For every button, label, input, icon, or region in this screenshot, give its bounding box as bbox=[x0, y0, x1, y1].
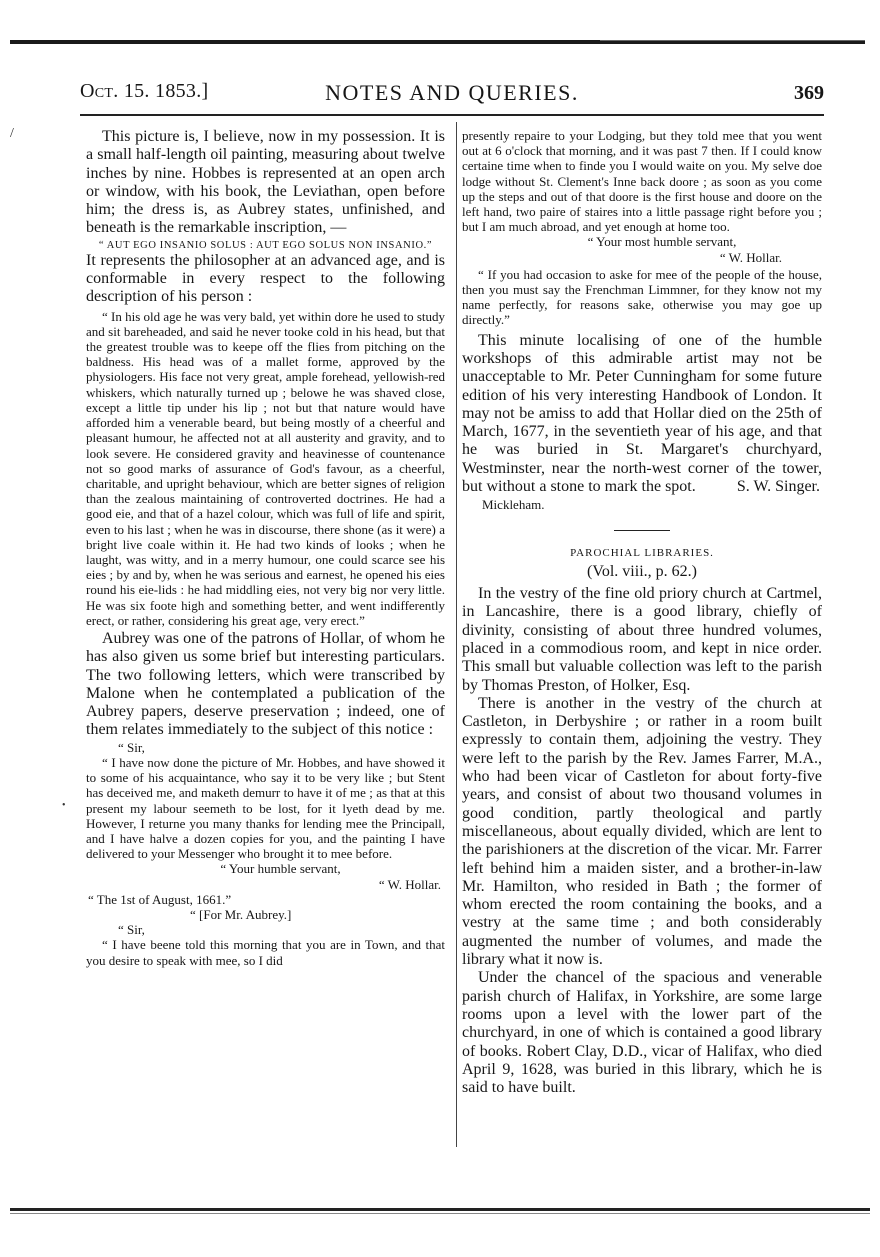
bottom-border-thin-rule bbox=[10, 1213, 870, 1214]
issue-date: Oct. 15. 1853.] bbox=[80, 80, 209, 102]
signature-singer: S. W. Singer. bbox=[736, 478, 820, 496]
paragraph-picture-description: This picture is, I believe, now in my possession. It is a small half-length oil painting, measuring about twelve inches by nine. Hobbes is represented at an open arch or window, with his book, the Leviathan, open before him; the dress is, as Aubrey states, unfinished, and beneath is the remarkable inscription, — bbox=[86, 128, 445, 237]
journal-title: NOTES AND QUERIES. bbox=[325, 80, 579, 105]
letter2-opening: “ I have beene told this morning that you are in Town, and that you desire to speak with mee, so I did bbox=[86, 937, 445, 968]
letter2-salutation: “ Sir, bbox=[118, 922, 145, 938]
letter2-signature: “ W. Hollar. bbox=[719, 249, 782, 265]
margin-tick-mark: / bbox=[10, 126, 14, 141]
page-number: 369 bbox=[794, 82, 824, 104]
letter2-closing: “ Your most humble servant, bbox=[587, 234, 737, 250]
section-reference: (Vol. viii., p. 62.) bbox=[587, 562, 697, 580]
paragraph-cartmel: In the vestry of the fine old priory church at Cartmel, in Lancashire, there is a good library, chiefly of divinity, consisting of about three hundred volumes, placed in a commodious room, and kept in nice order. This small but valuable collection was left to the parish by Thomas Preston, of Holker, Esq. bbox=[462, 585, 822, 694]
letter2-postscript: “ If you had occasion to aske for mee of the people of the house, then you must say the Frenchman Limmner, for they know not my name perfectly, for reasons sake, otherwise you may goe up directly.” bbox=[462, 266, 822, 328]
column-divider bbox=[456, 122, 457, 1147]
left-column bbox=[86, 128, 445, 968]
letter2-continuation: presently repaire to your Lodging, but they told mee that you went out at 6 o'clock that morning, and it was past 7 then. If I could know certaine time when to finde you I would waite on you. My selve doe lodge without St. Clement's Inne back doore ; as soon as you come up the steps and out of that doore is the first house and doore on the left hand, two paire of staires into a little passage right before you ; but I am much abroad, and yet enough at home too. bbox=[462, 128, 822, 235]
right-column bbox=[462, 128, 822, 1097]
paragraph-aubrey-hollar: Aubrey was one of the patrons of Hollar, of whom he has also given us some brief but interesting particulars. The two following letters, which were transcribed by Malone when he contemplated a publication of the Aubrey papers, deserve preservation ; indeed, one of them relates immediately to the subject of this notice : bbox=[86, 629, 445, 739]
letter1-date: “ The 1st of August, 1661.” bbox=[88, 891, 232, 907]
place-mickleham: Mickleham. bbox=[482, 496, 545, 512]
aubrey-description-quote: “ In his old age he was very bald, yet within dore he used to study and sit bareheaded, and said he never tooke cold in his head, but that the greatest trouble was to keepe off the flies from pitching on the baldness. His head was of a mallet forme, approved by the physiologers. His face not very great, ample forehead, yellowish-red whiskers, which naturally turned up ; belowe he was shaved close, except a little tip under his lip ; not but that nature would have afforded him a venerable beard, but being mostly of a cheerful and pleasant humour, he affected not at all austerity and gravity, and to look severe. He considered gravity and heavinesse of countenance not so good marks of assurance of God's favour, as a cheerful, charitable, and upright behaviour, which are better signes of religion than the zealous maintaining of controverted doctrines. He had a good eie, and that of a hazel colour, which was full of life and spirit, even to his last ; when he was in discourse, there shone (as it were) a bright live coale within it. He had two kinds of looks ; when he laught, was witty, and in a merry humour, one could scarce see his eies ; by and by, when he was serious and earnest, he opened his eies round his eie-lids : he had middling eies, not very big nor very little. He was six foote high and something better, and went indifferently erect, or rather, considering his great age, very erect.” bbox=[86, 308, 445, 628]
margin-bullet-mark: • bbox=[62, 800, 66, 811]
paragraph-halifax: Under the chancel of the spacious and venerable parish church of Halifax, in Yorkshire, are some large rooms upon a level with the lower part of the churchyard, in one of which is contained a good library of books. Robert Clay, D.D., vicar of Halifax, who died April 9, 1628, was buried in this library, which he is said to have built. bbox=[462, 969, 822, 1097]
letter1-closing: “ Your humble servant, bbox=[220, 861, 341, 877]
top-border-thin-rule bbox=[600, 40, 865, 41]
letter1-signature: “ W. Hollar. bbox=[378, 876, 441, 892]
section-title: PAROCHIAL LIBRARIES. bbox=[570, 546, 714, 559]
letter1-salutation: “ Sir, bbox=[118, 739, 145, 755]
section-divider bbox=[614, 530, 670, 531]
page-header bbox=[80, 80, 824, 114]
bottom-border-rule bbox=[10, 1208, 870, 1211]
paragraph-philosopher: It represents the philosopher at an advanced age, and is conformable in every respect to the following description of his person : bbox=[86, 251, 445, 306]
header-rule bbox=[80, 114, 824, 116]
paragraph-localising: This minute localising of one of the humble workshops of this admirable artist may not be unacceptable to Mr. Peter Cunningham for some future edition of his very interesting Handbook of London. It may not be amiss to add that Hollar died on the 25th of March, 1677, in the seventieth year of his age, and that he was buried in St. Margaret's churchyard, Westminster, near the north-west corner of the tower, but without a stone to mark the spot. bbox=[462, 331, 822, 496]
paragraph-castleton: There is another in the vestry of the church at Castleton, in Derbyshire ; or rather in a room built expressly to contain them, adjoining the vestry. They were left to the parish by the Rev. James Farrer, M.A., who had been vicar of Castleton for about forty-five years, and consist of about two thousand volumes in good condition, partly theological and partly miscellaneous, about equally divided, which are lent to the parishioners at the discretion of the vicar. Mr. Farrer left behind him a maiden sister, and a brother-in-law Mr. Hamilton, who resided in Bath ; the former of whom erected the room containing the books, and a vestry at the same time ; and both considerably augmented the number of volumes, and made the library what it now is. bbox=[462, 694, 822, 969]
inscription-quote: “ AUT EGO INSANIO SOLUS : AUT EGO SOLUS NON INSANIO.” bbox=[98, 239, 433, 251]
letter1-body: “ I have now done the picture of Mr. Hobbes, and have showed it to some of his acquaintance, who say it to be very like ; but Stent has deceived me, and maketh demurr to have it of me ; as that at this present my labour seemeth to be lost, for it lyeth dead by me. However, I returne you many thanks for lending mee the Principall, and I have halve a dozen copies for you, and the painting I have delivered to your Messenger who brought it to mee before. bbox=[86, 754, 445, 862]
letter1-addressee: “ [For Mr. Aubrey.] bbox=[190, 906, 292, 922]
